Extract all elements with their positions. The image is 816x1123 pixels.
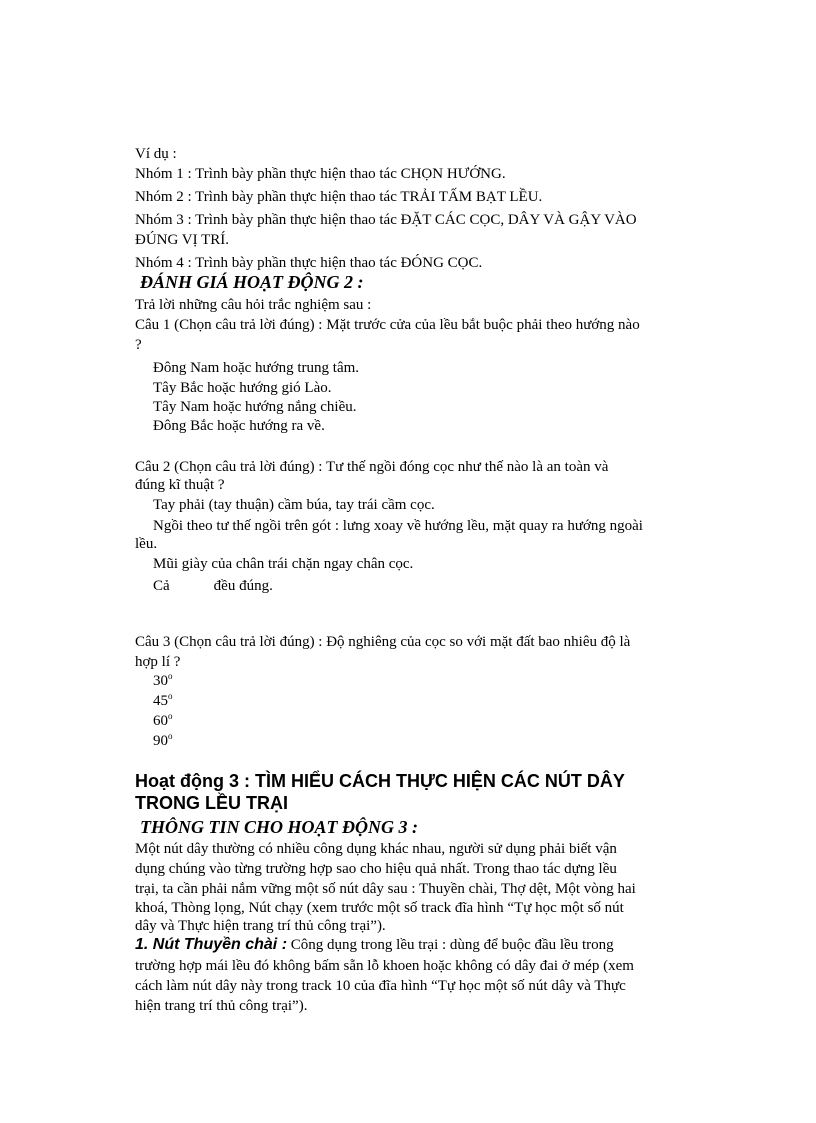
question-1-option: Đông Nam hoặc hướng trung tâm. <box>153 360 360 376</box>
activity-3-paragraph: trại, ta cần phải nắm vững một số nút dây sau : Thuyền chài, Thợ dệt, Một vòng hai <box>135 881 636 897</box>
knot-1-title: 1. Nút Thuyền chài : <box>135 936 288 953</box>
knot-1-line <box>135 936 614 954</box>
question-1-option: Tây Nam hoặc hướng nắng chiều. <box>153 399 357 415</box>
question-2-text-cont: đúng kĩ thuật ? <box>135 477 225 493</box>
example-group-1: Nhóm 1 : Trình bày phần thực hiện thao tác CHỌN HƯỚNG. <box>135 166 506 182</box>
question-2-text: Câu 2 (Chọn câu trả lời đúng) : Tư thế ngồi đóng cọc như thế nào là an toàn và <box>135 459 609 475</box>
evaluation-intro: Trả lời những câu hỏi trắc nghiệm sau : <box>135 297 372 313</box>
example-group-2: Nhóm 2 : Trình bày phần thực hiện thao tác TRẢI TẤM BẠT LỀU. <box>135 189 543 205</box>
activity-3-title: Hoạt động 3 : TÌM HIỂU CÁCH THỰC HIỆN CÁC NÚT DÂY <box>135 771 625 791</box>
question-3-option: 60$^o$ <box>153 711 173 729</box>
question-2-option-all <box>153 577 273 595</box>
evaluation-heading: ĐÁNH GIÁ HOẠT ĐỘNG 2 : <box>140 272 364 292</box>
activity-3-paragraph: khoá, Thòng lọng, Nút chạy (xem trước một số track đĩa hình “Tự học một số nút <box>135 900 624 916</box>
question-1-text-cont: ? <box>135 337 142 353</box>
option-all-correct: đều đúng. <box>213 578 273 594</box>
example-group-3: Nhóm 3 : Trình bày phần thực hiện thao tác ĐẶT CÁC CỌC, DÂY VÀ GẬY VÀO <box>135 212 637 228</box>
degree-mark: o <box>168 691 173 701</box>
knot-1-text: Công dụng trong lều trại : dùng để buộc đầu lều trong <box>287 937 614 953</box>
example-group-3-cont: ĐÚNG VỊ TRÍ. <box>135 232 230 248</box>
question-2-option: Ngồi theo tư thế ngồi trên gót : lưng xoay về hướng lều, mặt quay ra hướng ngoài <box>153 518 643 534</box>
knot-1-text-cont: cách làm nút dây này trong track 10 của đĩa hình “Tự học một số nút dây và Thực <box>135 978 626 994</box>
degree-mark: o <box>168 731 173 741</box>
question-3-text: Câu 3 (Chọn câu trả lời đúng) : Độ nghiêng của cọc so với mặt đất bao nhiêu độ là <box>135 634 631 650</box>
activity-3-paragraph: Một nút dây thường có nhiều công dụng khác nhau, người sử dụng phải biết vận <box>135 841 617 857</box>
activity-3-info-heading: THÔNG TIN CHO HOẠT ĐỘNG 3 : <box>140 817 418 837</box>
degree-mark: o <box>168 671 173 681</box>
question-2-option-cont: lều. <box>135 536 158 552</box>
question-2-option: Tay phải (tay thuận) cầm búa, tay trái cầm cọc. <box>153 497 435 513</box>
question-1-option: Đông Bắc hoặc hướng ra về. <box>153 418 325 434</box>
example-group-4: Nhóm 4 : Trình bày phần thực hiện thao tác ĐÓNG CỌC. <box>135 255 483 271</box>
activity-3-paragraph: dụng chúng vào từng trường hợp sao cho hiệu quả nhất. Trong thao tác dựng lều <box>135 861 617 877</box>
option-all-word: Cả <box>153 578 170 594</box>
activity-3-title-cont: TRONG LỀU TRẠI <box>135 793 288 813</box>
degree-mark: o <box>168 711 173 721</box>
question-1-option: Tây Bắc hoặc hướng gió Lào. <box>153 380 332 396</box>
question-3-option: 45$^o$ <box>153 691 173 709</box>
activity-3-paragraph: dây và Thực hiện trang trí thủ công trại”). <box>135 918 386 934</box>
examples-intro: Ví dụ : <box>135 146 177 162</box>
question-3-option: 90$^o$ <box>153 731 173 749</box>
knot-1-text-cont: hiện trang trí thủ công trại”). <box>135 998 308 1014</box>
question-2-option: Mũi giày của chân trái chặn ngay chân cọc. <box>153 556 414 572</box>
question-1-text: Câu 1 (Chọn câu trả lời đúng) : Mặt trước cửa của lều bắt buộc phải theo hướng nào <box>135 317 640 333</box>
question-3-text-cont: hợp lí ? <box>135 654 181 670</box>
question-3-option: 30$^o$ <box>153 671 173 689</box>
knot-1-text-cont: trường hợp mái lều đó không bấm sẵn lỗ khoen hoặc không có dây đai ở mép (xem <box>135 958 634 974</box>
